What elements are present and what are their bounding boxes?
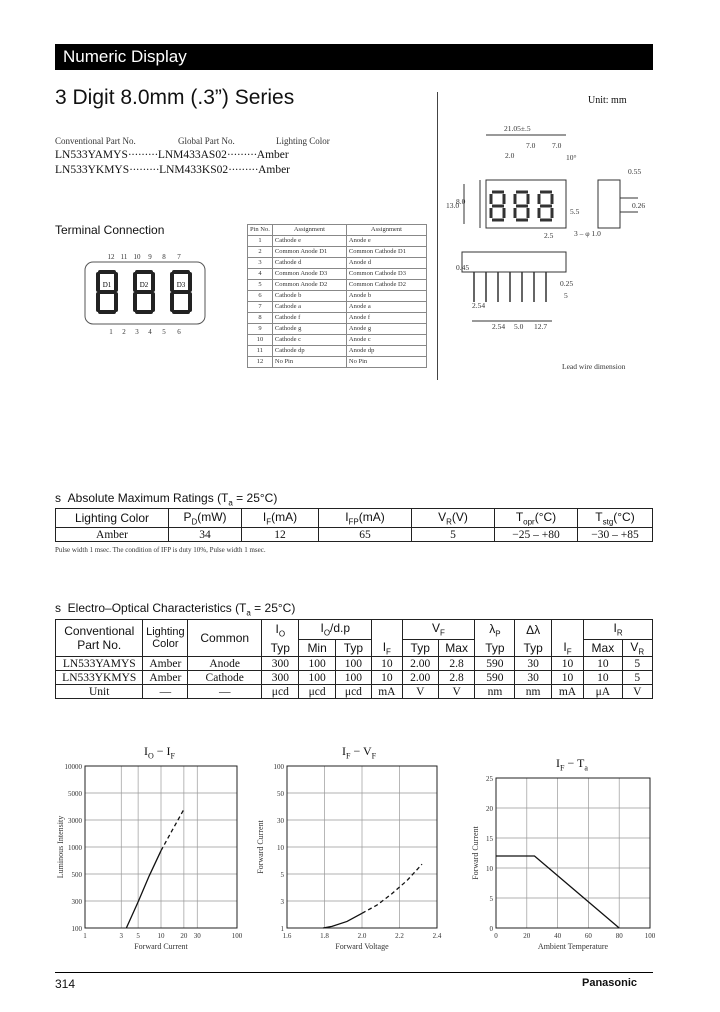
svg-text:8.0: 8.0 xyxy=(456,197,466,206)
table-row: 9 Cathode g Anode g xyxy=(248,324,427,335)
x-tick-label: 2.0 xyxy=(357,932,367,940)
series-title: 3 Digit 8.0mm (.3”) Series xyxy=(55,86,295,109)
y-tick-label: 10 xyxy=(486,865,493,873)
abs-max-table xyxy=(55,508,653,542)
grid xyxy=(287,766,437,928)
table-row: 2 Common Anode D1 Common Cathode D1 xyxy=(248,247,427,258)
y-tick-label: 300 xyxy=(71,898,82,906)
plot-frame xyxy=(496,778,650,928)
y-tick-label: 25 xyxy=(486,775,493,783)
bottom-pin-label: 6 xyxy=(177,328,181,336)
x-tick-label: 80 xyxy=(615,932,623,940)
y-tick-label: 500 xyxy=(71,871,82,879)
y-tick-label: 10000 xyxy=(64,763,82,771)
x-axis-label: Ambient Temperature xyxy=(537,942,609,951)
x-axis-label: Forward Current xyxy=(134,942,188,951)
table-header: Assignment xyxy=(346,225,426,236)
x-tick-label: 1.6 xyxy=(282,932,292,940)
pn-color: Amber xyxy=(256,149,289,161)
chart-if-ta xyxy=(470,770,660,960)
x-tick-label: 3 xyxy=(119,932,124,940)
pn-dots: ········· xyxy=(228,164,259,176)
y-tick-label: 3000 xyxy=(68,817,82,825)
unit-label: Unit: mm xyxy=(588,95,627,106)
svg-text:7.0: 7.0 xyxy=(552,141,562,150)
table-row: LN533YAMYS Amber Anode 300 100 100 10 2.00 2.8 590 30 10 10 5 xyxy=(56,657,653,671)
svg-text:5.0: 5.0 xyxy=(514,322,524,331)
svg-text:5.5: 5.5 xyxy=(570,207,580,216)
y-tick-label: 100 xyxy=(273,763,284,771)
x-tick-label: 2.4 xyxy=(432,932,442,940)
top-pin-label: 9 xyxy=(148,253,152,261)
table-header: Assignment xyxy=(272,225,346,236)
y-axis-label: Luminous Intensity xyxy=(56,815,65,879)
chart-title-2: $I_F - V_F$ xyxy=(342,744,377,761)
table-row: LN533YKMYS Amber Cathode 300 100 100 10 2.00 2.8 590 30 10 10 5 xyxy=(56,671,653,685)
y-tick-label: 1000 xyxy=(68,844,82,852)
svg-text:12.7: 12.7 xyxy=(534,322,548,331)
terminal-title: Terminal Connection xyxy=(55,223,165,237)
y-tick-label: 5000 xyxy=(68,790,82,798)
table-unit-row: Unit — — μcd μcd μcd mA V V nm nm mA μA V xyxy=(56,685,653,699)
svg-text:5: 5 xyxy=(564,291,568,300)
x-tick-label: 40 xyxy=(554,932,562,940)
pn-global: LNM433KS02 xyxy=(159,164,229,176)
y-tick-label: 1 xyxy=(280,925,284,933)
svg-text:Lead wire dimension: Lead wire dimension xyxy=(562,362,626,371)
y-tick-label: 15 xyxy=(486,835,493,843)
y-tick-label: 3 xyxy=(280,898,284,906)
digit-label: D2 xyxy=(139,281,149,289)
electro-title: s Electro–Optical Characteristics $(T_a = 25^\circ C)$ xyxy=(55,601,296,618)
side-view-outline xyxy=(598,180,620,228)
pn-header-conventional: Conventional Part No. xyxy=(55,136,136,146)
x-tick-label: 100 xyxy=(644,932,656,940)
top-pin-label: 11 xyxy=(120,253,128,261)
pn-row-2 xyxy=(55,164,290,176)
bottom-pin-label: 2 xyxy=(122,328,126,336)
table-header-row xyxy=(248,225,427,236)
divider-line xyxy=(437,92,438,380)
y-axis-label: Forward Current xyxy=(256,820,265,874)
table-header-row: Lighting Color $P_D(mW)$ $I_F(mA)$ $I_{FP}(mA)$ $V_R(V)$ $T_{opr}(^\circ C)$ $T_{stg}(^\circ C)$ xyxy=(56,509,653,528)
svg-text:0.26: 0.26 xyxy=(632,201,646,210)
svg-text:7.0: 7.0 xyxy=(526,141,536,150)
series-line-dashed xyxy=(161,809,184,850)
x-tick-label: 30 xyxy=(193,932,201,940)
pn-dots: ········· xyxy=(129,164,160,176)
table-row: 12 No Pin No Pin xyxy=(248,357,427,368)
x-tick-label: 100 xyxy=(231,932,243,940)
grid xyxy=(85,766,237,928)
abs-max-note: Pulse width 1 msec. The condition of IFP is duty 10%, Pulse width 1 msec. xyxy=(55,546,266,554)
pn-conventional: LN533YAMYS xyxy=(55,149,128,161)
bottom-pin-label: 4 xyxy=(148,328,152,336)
chart-title-3: $I_F - T_a$ xyxy=(556,756,588,773)
table-header: Pin No. xyxy=(248,225,273,236)
table-row: 4 Common Anode D3 Common Cathode D3 xyxy=(248,269,427,280)
y-axis-label: Forward Current xyxy=(471,826,480,880)
svg-text:3 – φ 1.0: 3 – φ 1.0 xyxy=(574,229,601,238)
lead-pins xyxy=(474,272,546,302)
electro-table: Conventional Part No. Lighting Color Common $I_O$ $I_O/d.p$ $I_F$ $V_F$ $\lambda_P$ Δλ $I_F$ $I_R$ Typ Min Typ Typ Max Typ Typ Max $V_R$ LN533YAMYS Amber Anode 300 100 100 10 2.00 2.8 590 30 10 10 5 LN533YKMYS Amber Cathode 300 100 100 10 2.00 2.8 590 30 10 10 5 Unit — — μcd μcd μcd mA V V nm nm mA μA V xyxy=(55,619,653,699)
seven-segment-digits xyxy=(98,272,190,312)
pn-header-color: Lighting Color xyxy=(276,136,330,146)
x-tick-label: 60 xyxy=(584,932,592,940)
table-row: 11 Cathode dp Anode dp xyxy=(248,346,427,357)
chart-io-if xyxy=(55,758,245,958)
x-tick-label: 20 xyxy=(523,932,531,940)
y-tick-label: 30 xyxy=(277,817,284,825)
table-row: 6 Cathode b Anode b xyxy=(248,291,427,302)
svg-text:0.25: 0.25 xyxy=(560,279,574,288)
top-pin-label: 7 xyxy=(177,253,181,261)
x-axis-label: Forward Voltage xyxy=(335,942,389,951)
pn-global: LNM433AS02 xyxy=(157,149,227,161)
table-row: Amber 34 12 65 5 −25 – +80 −30 – +85 xyxy=(56,528,653,542)
svg-text:21.05±.5: 21.05±.5 xyxy=(504,124,531,133)
table-row: 10 Cathode c Anode c xyxy=(248,335,427,346)
y-tick-label: 5 xyxy=(280,871,284,879)
x-tick-label: 1 xyxy=(83,932,87,940)
top-pin-label: 8 xyxy=(162,253,166,261)
chart-title-1: $I_O - I_F$ xyxy=(144,744,175,761)
svg-text:0.55: 0.55 xyxy=(628,167,642,176)
chart-if-vf xyxy=(255,758,445,958)
digit-label: D3 xyxy=(176,281,186,289)
y-tick-label: 20 xyxy=(486,805,493,813)
dimension-drawing xyxy=(442,118,652,373)
section-header-bar xyxy=(55,44,653,70)
table-row: 8 Cathode f Anode f xyxy=(248,313,427,324)
x-tick-label: 20 xyxy=(180,932,188,940)
table-row: 5 Common Anode D2 Common Cathode D2 xyxy=(248,280,427,291)
y-tick-label: 0 xyxy=(489,925,493,933)
grid xyxy=(496,778,650,928)
y-tick-label: 100 xyxy=(71,925,82,933)
header-title: Numeric Display xyxy=(63,47,187,66)
pin-assignment-table xyxy=(247,224,427,368)
svg-text:2.5: 2.5 xyxy=(544,231,554,240)
table-row: 7 Cathode a Anode a xyxy=(248,302,427,313)
y-tick-label: 10 xyxy=(277,844,284,852)
svg-text:2.0: 2.0 xyxy=(505,151,515,160)
abs-max-title: s Absolute Maximum Ratings $(T_a = 25^\circ C)$ xyxy=(55,491,278,508)
x-tick-label: 5 xyxy=(136,932,140,940)
svg-text:0.45: 0.45 xyxy=(456,263,470,272)
digit-label: D1 xyxy=(102,281,112,289)
pn-dots: ········· xyxy=(226,149,257,161)
pn-conventional: LN533YKMYS xyxy=(55,164,130,176)
pn-color: Amber xyxy=(258,164,291,176)
pn-dots: ········· xyxy=(127,149,158,161)
table-row: 3 Cathode d Anode d xyxy=(248,258,427,269)
bottom-pin-label: 3 xyxy=(135,328,139,336)
page-number: 314 xyxy=(55,977,76,991)
y-tick-label: 5 xyxy=(489,895,493,903)
front-view-digits xyxy=(491,192,552,220)
svg-text:13.0: 13.0 xyxy=(446,201,460,210)
series-line-solid xyxy=(323,913,362,928)
pn-row-1 xyxy=(55,149,289,161)
x-tick-label: 0 xyxy=(494,932,498,940)
svg-text:10°: 10° xyxy=(566,153,577,162)
x-tick-label: 1.8 xyxy=(320,932,329,940)
series-line-solid xyxy=(126,851,161,928)
brand-logo: Panasonic xyxy=(582,977,638,989)
bottom-pin-label: 1 xyxy=(109,328,113,336)
footer-rule xyxy=(55,972,653,973)
x-tick-label: 10 xyxy=(157,932,165,940)
bottom-pin-label: 5 xyxy=(162,328,166,336)
terminal-diagram xyxy=(80,250,210,340)
svg-text:2.54: 2.54 xyxy=(492,322,506,331)
bottom-view-outline xyxy=(462,252,566,272)
svg-text:2.54: 2.54 xyxy=(472,301,486,310)
pn-header-global: Global Part No. xyxy=(178,136,235,146)
x-tick-label: 2.2 xyxy=(395,932,404,940)
y-tick-label: 50 xyxy=(277,790,284,798)
top-pin-label: 10 xyxy=(133,253,141,261)
top-pin-label: 12 xyxy=(107,253,115,261)
table-row: 1 Cathode e Anode e xyxy=(248,236,427,247)
series-line-dashed xyxy=(362,864,422,913)
